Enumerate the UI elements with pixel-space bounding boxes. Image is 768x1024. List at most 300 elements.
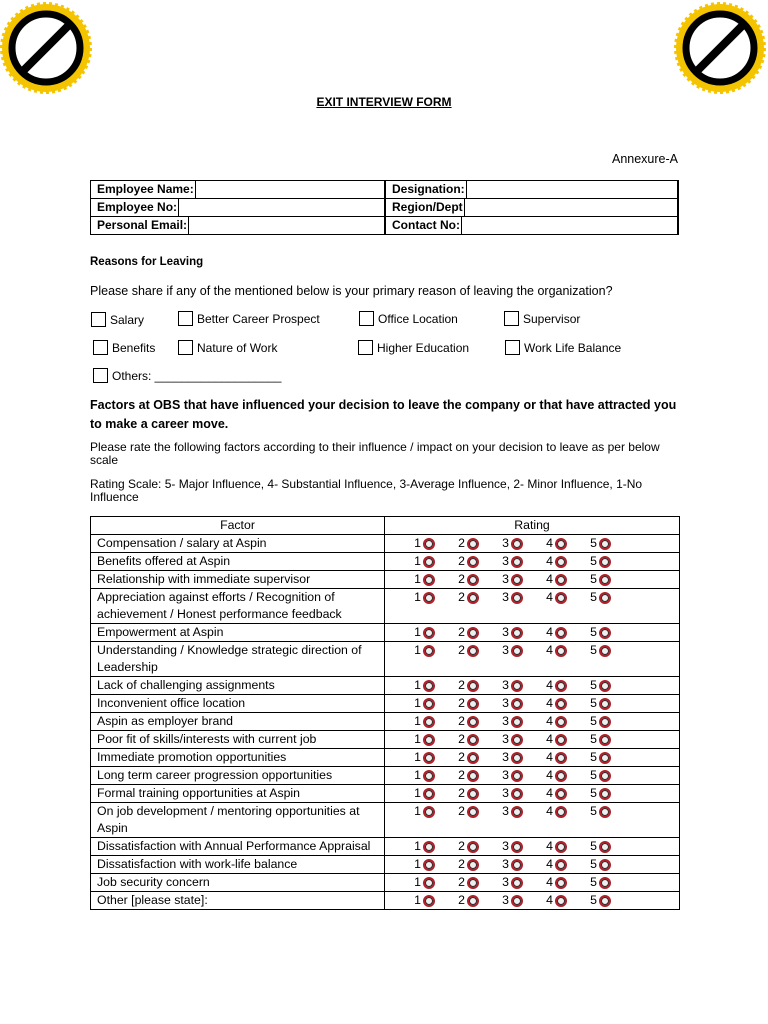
radio-button-icon[interactable] xyxy=(599,716,611,728)
factor-label: Benefits offered at Aspin xyxy=(91,553,385,571)
rating-column-header: Rating xyxy=(385,517,680,535)
rating-option[interactable] xyxy=(499,553,543,570)
rating-option[interactable] xyxy=(543,535,587,552)
rating-option-label: 4 xyxy=(546,786,553,800)
table-row xyxy=(91,874,680,892)
rating-option[interactable] xyxy=(543,589,587,606)
rating-option-label: 2 xyxy=(458,875,465,889)
rating-option[interactable] xyxy=(411,695,455,712)
rating-option[interactable] xyxy=(587,642,631,659)
rating-option[interactable] xyxy=(411,767,455,784)
rating-option-label: 2 xyxy=(458,536,465,550)
radio-button-icon[interactable] xyxy=(423,574,435,586)
radio-button-icon[interactable] xyxy=(467,877,479,889)
rating-option[interactable] xyxy=(587,535,631,552)
radio-button-icon[interactable] xyxy=(423,877,435,889)
radio-button-icon[interactable] xyxy=(599,556,611,568)
rating-option-label: 4 xyxy=(546,875,553,889)
rating-option[interactable] xyxy=(499,731,543,748)
radio-button-icon[interactable] xyxy=(467,788,479,800)
rating-option[interactable] xyxy=(587,838,631,855)
rating-option-label: 2 xyxy=(458,893,465,907)
rating-option[interactable] xyxy=(411,535,455,552)
rating-option[interactable] xyxy=(455,856,499,873)
rating-option-label: 4 xyxy=(546,678,553,692)
rating-option[interactable] xyxy=(499,713,543,730)
radio-button-icon[interactable] xyxy=(467,645,479,657)
radio-button-icon[interactable] xyxy=(511,574,523,586)
radio-button-icon[interactable] xyxy=(423,788,435,800)
rating-option[interactable] xyxy=(587,695,631,712)
rating-option[interactable] xyxy=(455,677,499,694)
reason-label: Better Career Prospect xyxy=(197,311,320,326)
radio-button-icon[interactable] xyxy=(467,895,479,907)
rating-option-label: 1 xyxy=(414,875,421,889)
table-row xyxy=(91,731,680,749)
table-row xyxy=(91,642,680,677)
rating-option-label: 4 xyxy=(546,536,553,550)
rating-option[interactable] xyxy=(411,731,455,748)
rating-option-label: 4 xyxy=(546,768,553,782)
radio-button-icon[interactable] xyxy=(599,538,611,550)
rating-option-label: 5 xyxy=(590,714,597,728)
rating-option-label: 3 xyxy=(502,857,509,871)
table-row xyxy=(91,571,680,589)
radio-button-icon[interactable] xyxy=(423,538,435,550)
radio-button-icon[interactable] xyxy=(599,859,611,871)
radio-button-icon[interactable] xyxy=(599,574,611,586)
rating-option[interactable] xyxy=(411,785,455,802)
rating-option-label: 5 xyxy=(590,536,597,550)
rating-option[interactable] xyxy=(455,642,499,659)
rating-option[interactable] xyxy=(587,553,631,570)
rating-option[interactable] xyxy=(587,892,631,909)
radio-button-icon[interactable] xyxy=(555,592,567,604)
rating-option[interactable] xyxy=(543,642,587,659)
checkbox-icon[interactable] xyxy=(178,311,193,326)
rating-option[interactable] xyxy=(499,856,543,873)
reason-label: Office Location xyxy=(378,311,458,326)
radio-button-icon[interactable] xyxy=(423,698,435,710)
radio-button-icon[interactable] xyxy=(599,788,611,800)
personal-email-field[interactable] xyxy=(188,217,385,234)
rating-option[interactable] xyxy=(455,785,499,802)
checkbox-icon[interactable] xyxy=(91,312,106,327)
rating-option[interactable] xyxy=(587,856,631,873)
rating-option[interactable] xyxy=(543,874,587,891)
rating-option[interactable] xyxy=(411,749,455,766)
rating-option[interactable] xyxy=(411,677,455,694)
radio-button-icon[interactable] xyxy=(555,716,567,728)
radio-button-icon[interactable] xyxy=(511,770,523,782)
reason-checkbox-office-location[interactable] xyxy=(359,311,458,326)
radio-button-icon[interactable] xyxy=(511,680,523,692)
rating-option[interactable] xyxy=(455,874,499,891)
radio-button-icon[interactable] xyxy=(467,680,479,692)
rating-option-label: 2 xyxy=(458,554,465,568)
radio-button-icon[interactable] xyxy=(467,770,479,782)
radio-button-icon[interactable] xyxy=(467,841,479,853)
rating-option[interactable] xyxy=(543,731,587,748)
radio-button-icon[interactable] xyxy=(511,806,523,818)
rating-option-label: 3 xyxy=(502,625,509,639)
reason-checkbox-supervisor[interactable] xyxy=(504,311,580,326)
radio-button-icon[interactable] xyxy=(599,734,611,746)
radio-button-icon[interactable] xyxy=(511,592,523,604)
radio-button-icon[interactable] xyxy=(423,645,435,657)
rating-option[interactable] xyxy=(499,624,543,641)
rating-option[interactable] xyxy=(499,749,543,766)
rating-option-label: 3 xyxy=(502,714,509,728)
checkbox-icon[interactable] xyxy=(359,311,374,326)
rating-option[interactable] xyxy=(499,874,543,891)
radio-button-icon[interactable] xyxy=(423,806,435,818)
reason-label: Others: ___________________ xyxy=(112,368,282,383)
table-row xyxy=(91,767,680,785)
rating-cell xyxy=(385,677,680,695)
rating-option-label: 5 xyxy=(590,768,597,782)
rating-option[interactable] xyxy=(411,713,455,730)
radio-button-icon[interactable] xyxy=(555,538,567,550)
rating-option-label: 4 xyxy=(546,732,553,746)
radio-button-icon[interactable] xyxy=(511,859,523,871)
rating-option[interactable] xyxy=(543,892,587,909)
radio-button-icon[interactable] xyxy=(555,895,567,907)
rating-option[interactable] xyxy=(543,785,587,802)
table-row xyxy=(91,589,680,624)
rating-option[interactable] xyxy=(455,767,499,784)
rating-option-label: 1 xyxy=(414,572,421,586)
radio-button-icon[interactable] xyxy=(555,734,567,746)
rating-intro: Please rate the following factors according to their influence / impact on your decision to leave as per below scale xyxy=(90,440,660,467)
rating-option[interactable] xyxy=(543,571,587,588)
rating-option-label: 2 xyxy=(458,643,465,657)
radio-button-icon[interactable] xyxy=(467,592,479,604)
radio-button-icon[interactable] xyxy=(467,574,479,586)
designation-field[interactable] xyxy=(466,181,678,198)
checkbox-icon[interactable] xyxy=(93,340,108,355)
rating-option[interactable] xyxy=(587,731,631,748)
rating-option[interactable] xyxy=(499,785,543,802)
rating-option[interactable] xyxy=(543,713,587,730)
rating-option-label: 1 xyxy=(414,893,421,907)
rating-option-label: 3 xyxy=(502,804,509,818)
radio-button-icon[interactable] xyxy=(599,627,611,639)
radio-button-icon[interactable] xyxy=(599,770,611,782)
rating-option[interactable] xyxy=(543,677,587,694)
rating-option-label: 5 xyxy=(590,572,597,586)
radio-button-icon[interactable] xyxy=(467,806,479,818)
rating-option-label: 1 xyxy=(414,536,421,550)
rating-option-label: 5 xyxy=(590,839,597,853)
radio-button-icon[interactable] xyxy=(423,841,435,853)
rating-option-label: 5 xyxy=(590,554,597,568)
table-row xyxy=(91,624,680,642)
rating-option[interactable] xyxy=(499,642,543,659)
rating-option[interactable] xyxy=(411,856,455,873)
rating-option[interactable] xyxy=(587,767,631,784)
rating-option[interactable] xyxy=(543,695,587,712)
rating-option-label: 1 xyxy=(414,590,421,604)
rating-option[interactable] xyxy=(411,624,455,641)
radio-button-icon[interactable] xyxy=(599,645,611,657)
rating-option[interactable] xyxy=(499,767,543,784)
rating-option[interactable] xyxy=(587,589,631,606)
rating-cell xyxy=(385,749,680,767)
rating-option-label: 5 xyxy=(590,643,597,657)
reason-checkbox-higher-education[interactable] xyxy=(358,340,469,355)
radio-button-icon[interactable] xyxy=(467,698,479,710)
rating-option-label: 4 xyxy=(546,590,553,604)
contact-no-field[interactable] xyxy=(461,217,678,234)
radio-button-icon[interactable] xyxy=(423,734,435,746)
rating-option[interactable] xyxy=(455,571,499,588)
checkbox-icon[interactable] xyxy=(93,368,108,383)
rating-option[interactable] xyxy=(543,749,587,766)
rating-option[interactable] xyxy=(455,892,499,909)
radio-button-icon[interactable] xyxy=(555,627,567,639)
rating-cell xyxy=(385,785,680,803)
factor-label: Compensation / salary at Aspin xyxy=(91,535,385,553)
rating-option[interactable] xyxy=(499,535,543,552)
rating-option-label: 3 xyxy=(502,839,509,853)
radio-button-icon[interactable] xyxy=(511,645,523,657)
rating-option[interactable] xyxy=(455,589,499,606)
rating-option-label: 2 xyxy=(458,572,465,586)
rating-option-label: 4 xyxy=(546,804,553,818)
table-row xyxy=(91,713,680,731)
no-entry-icon xyxy=(0,2,92,94)
rating-option[interactable] xyxy=(411,642,455,659)
rating-option-label: 1 xyxy=(414,839,421,853)
rating-option[interactable] xyxy=(499,803,543,820)
radio-button-icon[interactable] xyxy=(423,680,435,692)
radio-button-icon[interactable] xyxy=(599,592,611,604)
radio-button-icon[interactable] xyxy=(511,841,523,853)
radio-button-icon[interactable] xyxy=(423,895,435,907)
factor-label: Dissatisfaction with work-life balance xyxy=(91,856,385,874)
radio-button-icon[interactable] xyxy=(423,770,435,782)
radio-button-icon[interactable] xyxy=(599,806,611,818)
radio-button-icon[interactable] xyxy=(555,841,567,853)
radio-button-icon[interactable] xyxy=(423,627,435,639)
designation-label: Designation: xyxy=(392,182,465,196)
radio-button-icon[interactable] xyxy=(467,752,479,764)
radio-button-icon[interactable] xyxy=(555,788,567,800)
rating-option[interactable] xyxy=(411,803,455,820)
rating-option[interactable] xyxy=(411,838,455,855)
radio-button-icon[interactable] xyxy=(467,538,479,550)
rating-option[interactable] xyxy=(587,785,631,802)
radio-button-icon[interactable] xyxy=(467,716,479,728)
radio-button-icon[interactable] xyxy=(555,770,567,782)
rating-option-label: 3 xyxy=(502,572,509,586)
rating-option-label: 4 xyxy=(546,696,553,710)
rating-option-label: 2 xyxy=(458,696,465,710)
rating-option[interactable] xyxy=(411,571,455,588)
rating-option[interactable] xyxy=(411,874,455,891)
radio-button-icon[interactable] xyxy=(555,574,567,586)
rating-option[interactable] xyxy=(499,892,543,909)
radio-button-icon[interactable] xyxy=(555,698,567,710)
radio-button-icon[interactable] xyxy=(423,556,435,568)
rating-option[interactable] xyxy=(455,731,499,748)
rating-option[interactable] xyxy=(587,713,631,730)
factor-rating-table xyxy=(90,516,680,910)
radio-button-icon[interactable] xyxy=(423,859,435,871)
rating-option[interactable] xyxy=(455,553,499,570)
radio-button-icon[interactable] xyxy=(599,895,611,907)
rating-option-label: 1 xyxy=(414,678,421,692)
rating-cell xyxy=(385,695,680,713)
table-row xyxy=(91,695,680,713)
radio-button-icon[interactable] xyxy=(599,698,611,710)
employee-name-field[interactable] xyxy=(195,181,385,198)
radio-button-icon[interactable] xyxy=(511,734,523,746)
rating-option[interactable] xyxy=(587,803,631,820)
radio-button-icon[interactable] xyxy=(423,716,435,728)
rating-option[interactable] xyxy=(455,624,499,641)
rating-option[interactable] xyxy=(587,874,631,891)
checkbox-icon[interactable] xyxy=(504,311,519,326)
table-row xyxy=(91,749,680,767)
rating-cell xyxy=(385,589,680,624)
radio-button-icon[interactable] xyxy=(555,806,567,818)
radio-button-icon[interactable] xyxy=(511,538,523,550)
rating-option[interactable] xyxy=(543,856,587,873)
rating-option[interactable] xyxy=(455,535,499,552)
radio-button-icon[interactable] xyxy=(511,877,523,889)
rating-option-label: 3 xyxy=(502,678,509,692)
reason-checkbox-career[interactable] xyxy=(178,311,320,326)
factor-label: Poor fit of skills/interests with current job xyxy=(91,731,385,749)
table-row xyxy=(91,553,680,571)
radio-button-icon[interactable] xyxy=(555,877,567,889)
rating-option[interactable] xyxy=(543,553,587,570)
rating-option-label: 3 xyxy=(502,732,509,746)
radio-button-icon[interactable] xyxy=(423,592,435,604)
rating-option-label: 3 xyxy=(502,696,509,710)
rating-option[interactable] xyxy=(499,589,543,606)
radio-button-icon[interactable] xyxy=(467,556,479,568)
reason-label: Supervisor xyxy=(523,311,581,326)
table-row xyxy=(91,535,680,553)
rating-option-label: 3 xyxy=(502,536,509,550)
no-entry-icon xyxy=(674,2,766,94)
table-row xyxy=(91,803,680,838)
rating-cell xyxy=(385,838,680,856)
factor-label: Relationship with immediate supervisor xyxy=(91,571,385,589)
rating-option[interactable] xyxy=(455,838,499,855)
form-title: EXIT INTERVIEW FORM xyxy=(316,95,452,109)
reason-label: Salary xyxy=(110,312,145,327)
radio-button-icon[interactable] xyxy=(555,680,567,692)
employee-no-field[interactable] xyxy=(178,199,385,216)
checkbox-icon[interactable] xyxy=(358,340,373,355)
factor-label: Empowerment at Aspin xyxy=(91,624,385,642)
radio-button-icon[interactable] xyxy=(599,841,611,853)
rating-option[interactable] xyxy=(455,803,499,820)
radio-button-icon[interactable] xyxy=(511,895,523,907)
radio-button-icon[interactable] xyxy=(599,877,611,889)
rating-option[interactable] xyxy=(543,803,587,820)
reason-checkbox-benefits[interactable] xyxy=(93,340,155,355)
rating-cell xyxy=(385,624,680,642)
rating-option[interactable] xyxy=(455,713,499,730)
rating-option[interactable] xyxy=(499,838,543,855)
radio-button-icon[interactable] xyxy=(511,698,523,710)
rating-option[interactable] xyxy=(499,677,543,694)
reason-checkbox-nature-of-work[interactable] xyxy=(178,340,277,355)
reason-checkbox-work-life[interactable] xyxy=(505,340,621,355)
radio-button-icon[interactable] xyxy=(511,752,523,764)
rating-cell xyxy=(385,803,680,838)
rating-option[interactable] xyxy=(587,749,631,766)
checkbox-icon[interactable] xyxy=(178,340,193,355)
radio-button-icon[interactable] xyxy=(511,556,523,568)
rating-option-label: 1 xyxy=(414,643,421,657)
factor-label: Appreciation against efforts / Recognition of achievement / Honest performance feedback xyxy=(91,589,385,624)
rating-option-label: 2 xyxy=(458,590,465,604)
radio-button-icon[interactable] xyxy=(423,752,435,764)
rating-option[interactable] xyxy=(499,695,543,712)
rating-option-label: 2 xyxy=(458,857,465,871)
reason-checkbox-salary[interactable] xyxy=(91,312,144,327)
factor-label: Immediate promotion opportunities xyxy=(91,749,385,767)
radio-button-icon[interactable] xyxy=(511,716,523,728)
rating-option[interactable] xyxy=(455,695,499,712)
table-row xyxy=(91,785,680,803)
radio-button-icon[interactable] xyxy=(599,752,611,764)
rating-cell xyxy=(385,553,680,571)
radio-button-icon[interactable] xyxy=(555,645,567,657)
rating-option[interactable] xyxy=(587,571,631,588)
rating-option[interactable] xyxy=(411,589,455,606)
rating-option[interactable] xyxy=(499,571,543,588)
rating-option[interactable] xyxy=(411,553,455,570)
rating-option[interactable] xyxy=(543,767,587,784)
radio-button-icon[interactable] xyxy=(511,627,523,639)
checkbox-icon[interactable] xyxy=(505,340,520,355)
reason-checkbox-others[interactable] xyxy=(93,368,281,383)
rating-option-label: 5 xyxy=(590,732,597,746)
radio-button-icon[interactable] xyxy=(599,680,611,692)
radio-button-icon[interactable] xyxy=(467,859,479,871)
rating-option[interactable] xyxy=(543,838,587,855)
radio-button-icon[interactable] xyxy=(555,859,567,871)
radio-button-icon[interactable] xyxy=(511,788,523,800)
rating-option[interactable] xyxy=(455,749,499,766)
rating-option-label: 3 xyxy=(502,643,509,657)
rating-option-label: 1 xyxy=(414,857,421,871)
rating-option-label: 1 xyxy=(414,625,421,639)
rating-option-label: 2 xyxy=(458,714,465,728)
region-dept-field[interactable] xyxy=(464,199,678,216)
radio-button-icon[interactable] xyxy=(467,627,479,639)
rating-cell xyxy=(385,535,680,553)
rating-option-label: 4 xyxy=(546,893,553,907)
radio-button-icon[interactable] xyxy=(555,752,567,764)
rating-option[interactable] xyxy=(587,677,631,694)
rating-option[interactable] xyxy=(587,624,631,641)
radio-button-icon[interactable] xyxy=(467,734,479,746)
rating-option[interactable] xyxy=(543,624,587,641)
rating-option[interactable] xyxy=(411,892,455,909)
table-row xyxy=(91,856,680,874)
reasons-question: Please share if any of the mentioned below is your primary reason of leaving the organization? xyxy=(90,284,613,298)
radio-button-icon[interactable] xyxy=(555,556,567,568)
rating-option-label: 2 xyxy=(458,786,465,800)
